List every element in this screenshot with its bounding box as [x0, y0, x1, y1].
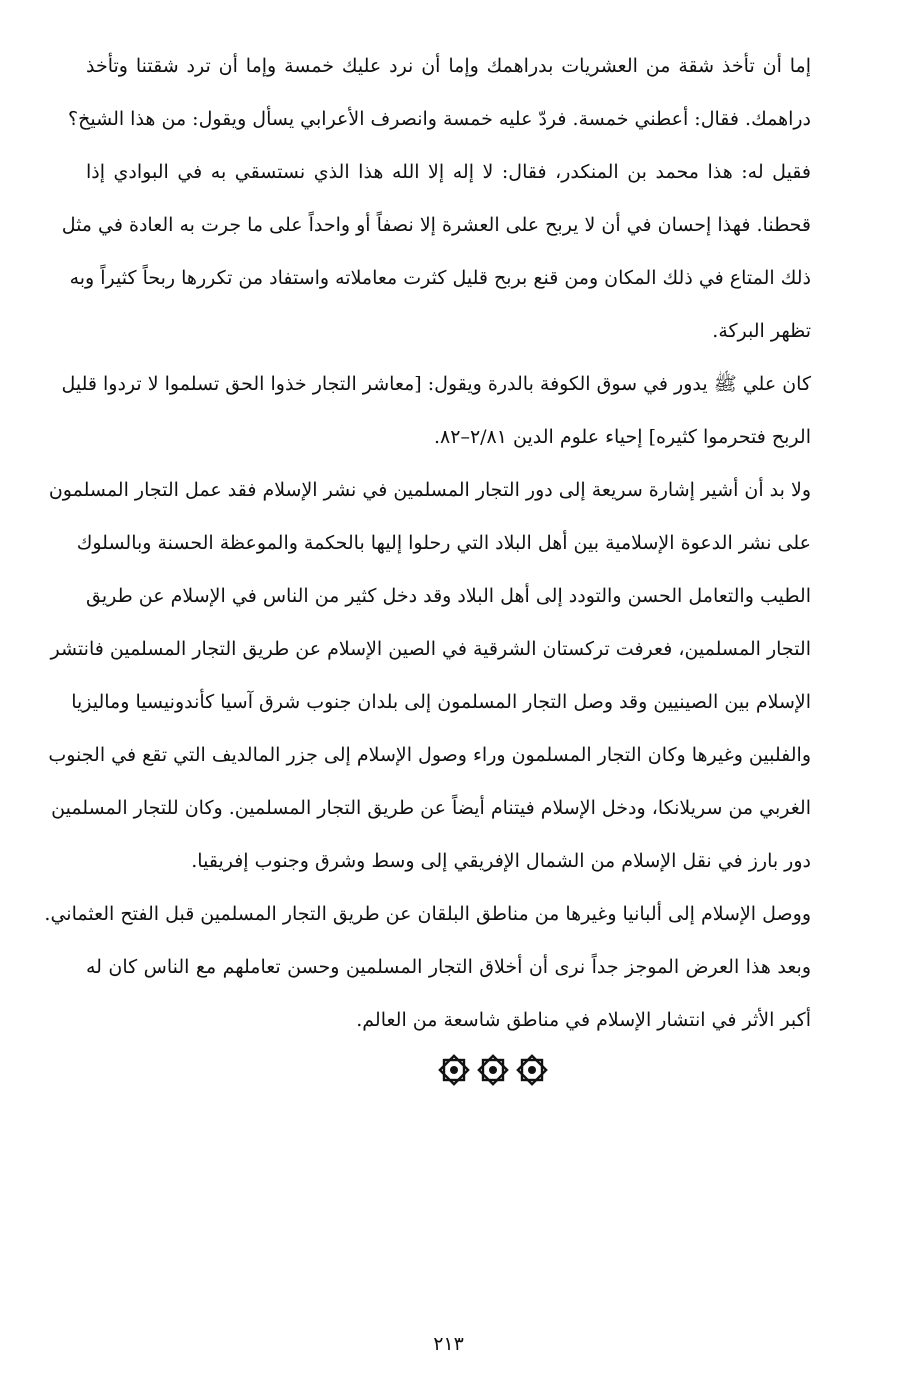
text-line: الإسلام بين الصينيين وقد وصل التجار المسلمون إلى بلدان جنوب شرق آسيا كأندونيسيا وماليزيا: [71, 691, 811, 713]
text-line: الربح فتحرموا كثيره] إحياء علوم الدين ٢/٨١–٨٢.: [433, 426, 811, 448]
text-line: وبعد هذا العرض الموجز جداً نرى أن أخلاق التجار المسلمين وحسن تعاملهم مع الناس كان له: [86, 956, 811, 978]
text-line: الطيب والتعامل الحسن والتودد إلى أهل البلاد وقد دخل كثير من الناس في الإسلام عن طريق: [86, 585, 811, 607]
text-line: قحطنا. فهذا إحسان في أن لا يربح على العشرة إلا نصفاً أو واحداً على ما جرت به العادة في مثل: [61, 214, 811, 236]
text-line: دراهمك. فقال: أعطني خمسة. فردّ عليه خمسة وانصرف الأعرابي يسأل ويقول: من هذا الشيخ؟: [68, 108, 811, 130]
text-line: فقيل له: هذا محمد بن المنكدر، فقال: لا إله إلا الله هذا الذي نستسقي به في البوادي إذا: [86, 161, 811, 183]
section-divider-ornament: [437, 1053, 549, 1093]
text-line: الغربي من سريلانكا، ودخل الإسلام فيتنام أيضاً عن طريق التجار المسلمين. وكان للتجار المسلمين: [51, 797, 811, 819]
page-number: ٢١٣: [433, 1333, 464, 1355]
text-line: على نشر الدعوة الإسلامية بين أهل البلاد التي رحلوا إليها بالحكمة والموعظة الحسنة وبالسلوك: [76, 532, 811, 554]
text-line: تظهر البركة.: [712, 320, 811, 342]
text-line: دور بارز في نقل الإسلام من الشمال الإفريقي إلى وسط وشرق وجنوب إفريقيا.: [191, 850, 811, 872]
text-line: كان علي ﷺ يدور في سوق الكوفة بالدرة ويقول: [معاشر التجار خذوا الحق تسلموا لا تردوا قليل: [61, 373, 811, 395]
arabesque-ornament-icon: [437, 1053, 471, 1087]
text-line: ولا بد أن أشير إشارة سريعة إلى دور التجار المسلمين في نشر الإسلام فقد عمل التجار المسلمون: [48, 479, 811, 501]
text-line: التجار المسلمين، فعرفت تركستان الشرقية في الصين الإسلام عن طريق التجار المسلمين فانتشر: [50, 638, 811, 660]
text-line: والفلبين وغيرها وكان التجار المسلمون وراء وصول الإسلام إلى جزر المالديف التي تقع في الجنوب: [48, 744, 811, 766]
text-line: ذلك المتاع في ذلك المكان ومن قنع بربح قليل كثرت معاملاته واستفاد من تكررها ربحاً كثيراً وبه: [69, 267, 811, 289]
text-line: إما أن تأخذ شقة من العشريات بدراهمك وإما أن نرد عليك خمسة وإما أن ترد شقتنا وتأخذ: [86, 55, 811, 77]
text-line: أكبر الأثر في انتشار الإسلام في مناطق شاسعة من العالم.: [356, 1009, 811, 1031]
arabesque-ornament-icon: [476, 1053, 510, 1087]
arabesque-ornament-icon: [515, 1053, 549, 1087]
body-text: [44, 40, 811, 1047]
text-line: ووصل الإسلام إلى ألبانيا وغيرها من مناطق البلقان عن طريق التجار المسلمين قبل الفتح العثماني.: [44, 903, 811, 925]
